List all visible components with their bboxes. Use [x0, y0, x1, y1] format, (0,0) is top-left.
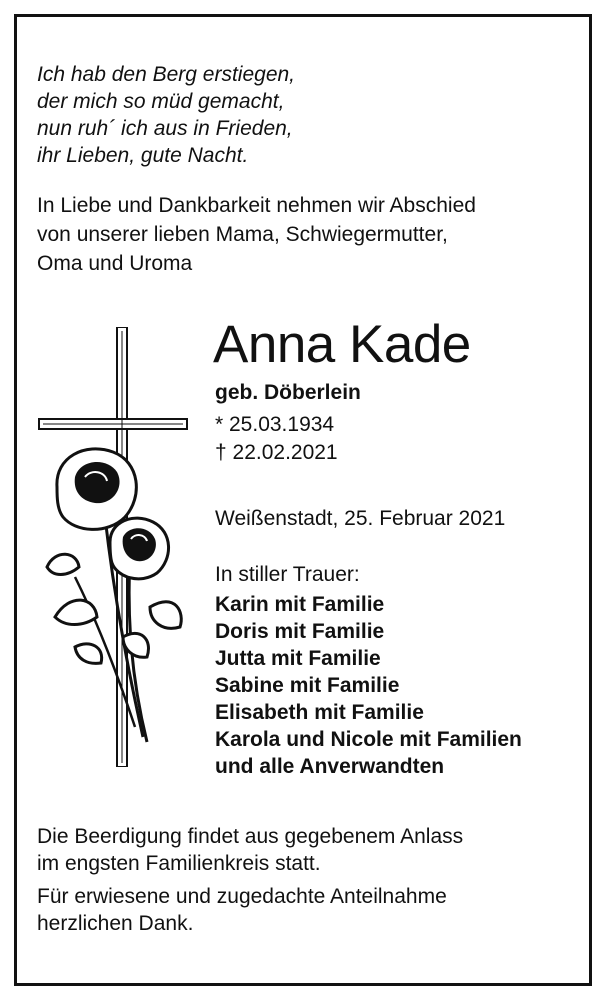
- poem-line: nun ruh´ ich aus in Frieden,: [37, 117, 293, 140]
- funeral-note-line: im engsten Familienkreis statt.: [37, 852, 321, 875]
- funeral-note-line: Die Beerdigung findet aus gegebenem Anlass: [37, 825, 464, 848]
- list-item: und alle Anverwandten: [215, 755, 445, 778]
- birth-date: * 25.03.1934: [215, 413, 335, 436]
- thanks-note-line: Für erwiesene und zugedachte Anteilnahme: [37, 885, 447, 908]
- list-item: Karola und Nicole mit Familien: [215, 728, 522, 751]
- life-dates: [215, 411, 338, 467]
- deceased-name: Anna Kade: [213, 315, 471, 374]
- list-item: Sabine mit Familie: [215, 674, 400, 697]
- intro-line: In Liebe und Dankbarkeit nehmen wir Abschied: [37, 194, 476, 217]
- thanks-note: [37, 883, 447, 937]
- poem-line: der mich so müd gemacht,: [37, 90, 285, 113]
- list-item: Karin mit Familie: [215, 593, 385, 616]
- poem-line: Ich hab den Berg erstiegen,: [37, 63, 296, 86]
- intro-line: Oma und Uroma: [37, 252, 193, 275]
- maiden-name: geb. Döberlein: [215, 381, 361, 404]
- cross-with-roses-icon: [35, 327, 205, 767]
- farewell-intro: [37, 191, 476, 278]
- mourning-label: In stiller Trauer:: [215, 563, 360, 586]
- death-date: † 22.02.2021: [215, 441, 338, 464]
- poem: [37, 61, 295, 169]
- list-item: Doris mit Familie: [215, 620, 385, 643]
- funeral-note: [37, 823, 463, 877]
- list-item: Elisabeth mit Familie: [215, 701, 424, 724]
- mourners-list: [215, 591, 522, 780]
- place-and-date: Weißenstadt, 25. Februar 2021: [215, 507, 506, 530]
- obituary-notice: [14, 14, 592, 986]
- thanks-note-line: herzlichen Dank.: [37, 912, 194, 935]
- list-item: Jutta mit Familie: [215, 647, 381, 670]
- intro-line: von unserer lieben Mama, Schwiegermutter,: [37, 223, 448, 246]
- poem-line: ihr Lieben, gute Nacht.: [37, 144, 249, 167]
